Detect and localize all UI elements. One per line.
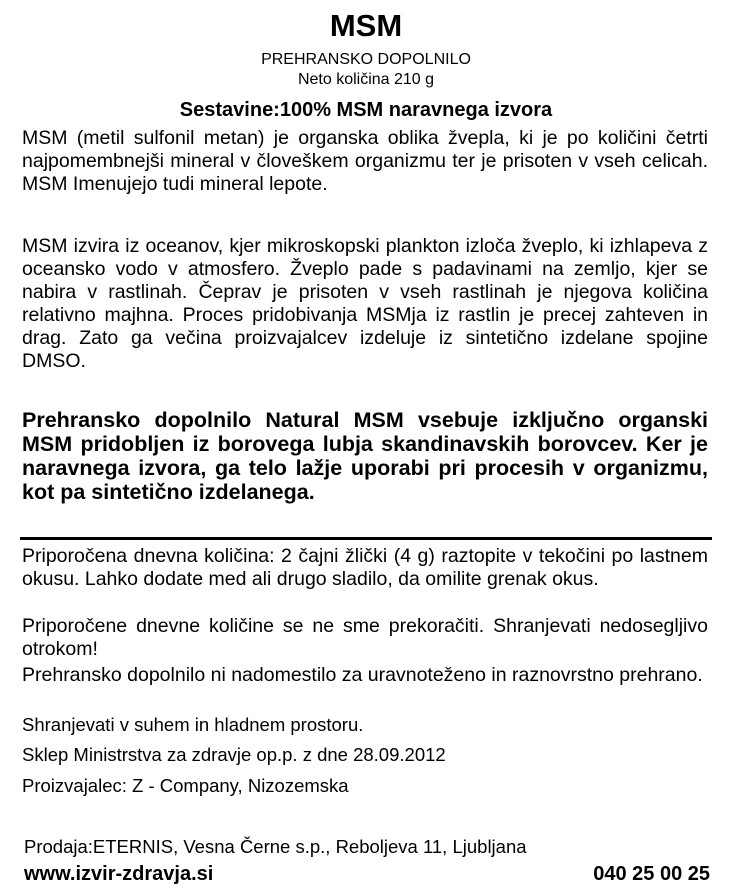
storage-instructions: Shranjevati v suhem in hladnem prostoru. xyxy=(22,714,364,735)
product-category: PREHRANSKO DOPOLNILO xyxy=(261,51,471,68)
net-quantity: Neto količina 210 g xyxy=(297,71,435,88)
section-divider xyxy=(20,537,712,540)
description-paragraph-1: MSM (metil sulfonil metan) je organska oblika žvepla, ki je po količini četrti najpomembnejši mineral v človeškem organizmu ter je prisoten v vseh celicah. MSM Imenujejo tudi mineral lepote. xyxy=(22,127,708,195)
dosage-instructions: Priporočena dnevna količina: 2 čajni žlički (4 g) raztopite v tekočini po lastnem okusu. Lahko dodate med ali drugo sladilo, da omilite grenak okus. xyxy=(22,545,708,590)
supplement-notice: Prehransko dopolnilo ni nadomestilo za uravnoteženo in raznovrstno prehrano. xyxy=(22,664,703,686)
dosage-warning: Priporočene dnevne količine se ne sme prekoračiti. Shranjevati nedosegljivo otrokom! xyxy=(22,615,708,660)
manufacturer: Proizvajalec: Z - Company, Nizozemska xyxy=(22,775,349,796)
seller-info: Prodaja:ETERNIS, Vesna Černe s.p., Reboljeva 11, Ljubljana xyxy=(24,836,527,857)
ingredients-heading: Sestavine:100% MSM naravnega izvora xyxy=(179,99,553,121)
product-title: MSM xyxy=(329,8,403,43)
description-paragraph-2: MSM izvira iz oceanov, kjer mikroskopski plankton izloča žveplo, ki izhlapeva z oceansko vodo v atmosfero. Žveplo pade s padavinami na zemljo, kjer se nabira v rastlinah. Čeprav je prisoten v vseh rastlinah je njegova količina relativno majhna. Proces pridobivanja MSMja iz rastlin je precej zahteven in drag. Zato ga večina proizvajalcev izdeluje iz sintetično izdelane spojine DMSO. xyxy=(22,235,708,372)
description-highlight: Prehransko dopolnilo Natural MSM vsebuje izključno organski MSM pridobljen iz borovega lubja skandinavskih borovcev. Ker je naravnega izvora, ga telo lažje uporabi pri procesih v organizmu, kot pa sintetično izdelanega. xyxy=(22,408,708,504)
ministry-decree: Sklep Ministrstva za zdravje op.p. z dne 28.09.2012 xyxy=(22,744,446,765)
website-link[interactable]: www.izvir-zdravja.si xyxy=(24,863,214,885)
phone-number: 040 25 00 25 xyxy=(593,863,710,885)
